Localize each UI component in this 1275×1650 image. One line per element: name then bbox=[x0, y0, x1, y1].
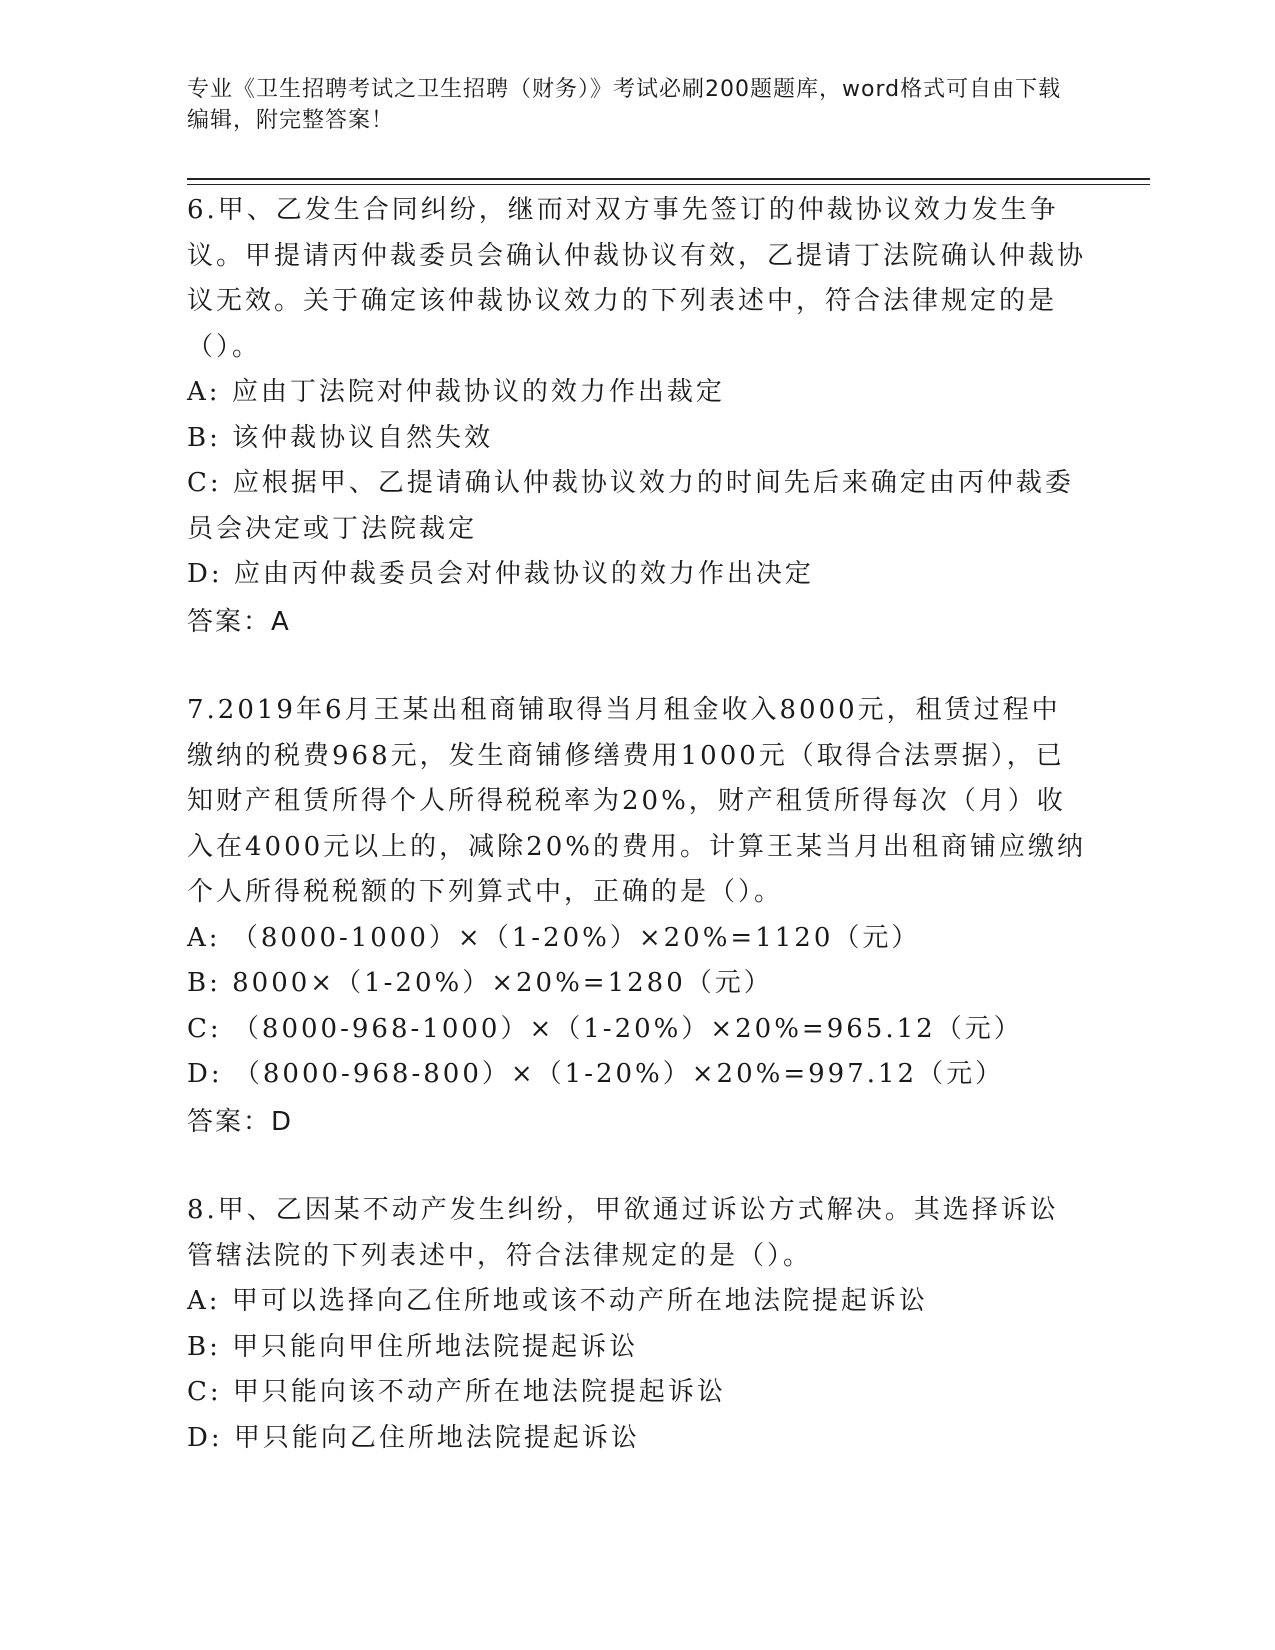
document-header: 专业《卫生招聘考试之卫生招聘（财务）》考试必刷200题题库，word格式可自由下载编辑，附完整答案！ bbox=[187, 77, 1062, 133]
option-key: B: bbox=[187, 968, 221, 998]
option-b bbox=[187, 1325, 1087, 1371]
question-stem: 6.甲、乙发生合同纠纷，继而对双方事先签订的仲裁协议效力发生争议。甲提请丙仲裁委员会确认仲裁协议有效，乙提请丁法院确认仲裁协议无效。关于确定该仲裁协议效力的下列表述中，符合法律规定的是（）。 bbox=[187, 195, 1087, 362]
option-key: C: bbox=[187, 468, 222, 498]
option-b bbox=[187, 416, 1087, 462]
option-a bbox=[187, 370, 1087, 416]
option-d bbox=[187, 1416, 1087, 1462]
option-text: 甲只能向甲住所地法院提起诉讼 bbox=[232, 1331, 639, 1362]
option-b bbox=[187, 961, 1087, 1007]
option-key: B: bbox=[187, 422, 221, 453]
option-key: D: bbox=[187, 1059, 223, 1089]
option-text: （8000-968-800）×（1-20%）×20%=997.12（元） bbox=[233, 1059, 1005, 1089]
option-key: D: bbox=[187, 1422, 223, 1453]
option-key: C: bbox=[187, 1377, 222, 1407]
option-key: D: bbox=[187, 559, 223, 589]
question-8 bbox=[187, 1188, 1087, 1461]
option-text: 该仲裁协议自然失效 bbox=[232, 422, 494, 453]
option-text: 甲只能向该不动产所在地法院提起诉讼 bbox=[232, 1377, 726, 1407]
question-stem: 8.甲、乙因某不动产发生纠纷，甲欲通过诉讼方式解决。其选择诉讼管辖法院的下列表述中，符合法律规定的是（）。 bbox=[187, 1195, 1059, 1271]
question-7 bbox=[187, 688, 1087, 1145]
option-a bbox=[187, 1279, 1087, 1325]
option-key: C: bbox=[187, 1013, 222, 1044]
option-text: （8000-1000）×（1-20%）×20%=1120（元） bbox=[231, 922, 921, 953]
answer-line: 答案：A bbox=[187, 606, 291, 637]
option-text: 甲可以选择向乙住所地或该不动产所在地法院提起诉讼 bbox=[231, 1286, 928, 1316]
option-key: A: bbox=[187, 1286, 221, 1316]
option-text: 甲只能向乙住所地法院提起诉讼 bbox=[233, 1422, 640, 1453]
option-c bbox=[187, 461, 1087, 552]
header-divider-thick bbox=[187, 178, 1150, 180]
option-text: 应由丙仲裁委员会对仲裁协议的效力作出决定 bbox=[233, 559, 814, 589]
option-key: A: bbox=[187, 377, 221, 407]
option-d bbox=[187, 552, 1087, 598]
option-c bbox=[187, 1007, 1087, 1053]
option-d bbox=[187, 1052, 1087, 1098]
option-text: 8000×（1-20%）×20%=1280（元） bbox=[232, 968, 773, 998]
option-text: 应由丁法院对仲裁协议的效力作出裁定 bbox=[231, 377, 725, 407]
option-key: A: bbox=[187, 922, 221, 953]
option-a bbox=[187, 916, 1087, 962]
question-stem: 7.2019年6月王某出租商铺取得当月租金收入8000元，租赁过程中缴纳的税费968元，发生商铺修缮费用1000元（取得合法票据），已知财产租赁所得个人所得税税率为20%，财产租赁所得每次（月）收入在4000元以上的，减除20%的费用。计算王某当月出租商铺应缴纳个人所得税税额的下列算式中，正确的是（）。 bbox=[187, 695, 1086, 907]
option-key: B: bbox=[187, 1331, 221, 1362]
question-6 bbox=[187, 188, 1087, 645]
header-divider-thin bbox=[187, 184, 1150, 185]
option-text: （8000-968-1000）×（1-20%）×20%=965.12（元） bbox=[232, 1013, 1023, 1044]
option-text: 应根据甲、乙提请确认仲裁协议效力的时间先后来确定由丙仲裁委员会决定或丁法院裁定 bbox=[187, 468, 1074, 544]
option-c bbox=[187, 1370, 1087, 1416]
answer-line: 答案：D bbox=[187, 1106, 294, 1137]
